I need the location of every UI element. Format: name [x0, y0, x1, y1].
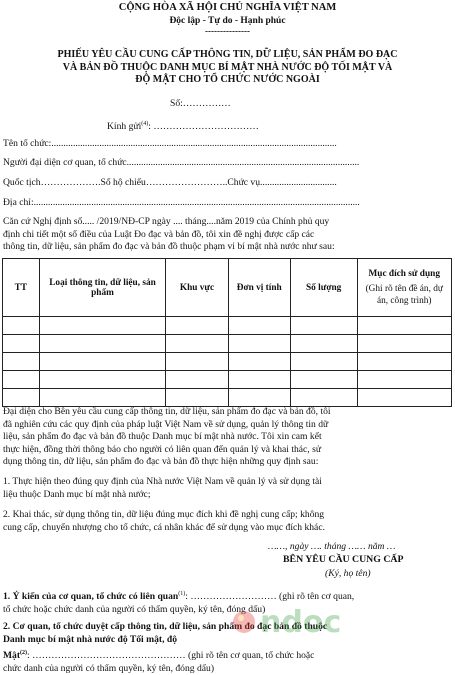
basis-line-3: thông tin, dữ liệu, sản phẩm đo đạc và bản đồ thuộc phạm vi bí mật nhà nước như sau: — [3, 241, 335, 252]
table-row — [3, 371, 452, 389]
request-table — [2, 258, 452, 407]
header-tt: TT — [3, 259, 40, 317]
opinion-1-lead: 1. Ý kiến của cơ quan, tổ chức có liên quan — [3, 591, 179, 603]
rule-1 — [3, 475, 322, 501]
purpose-label: Mục đích sử dụng — [368, 268, 440, 279]
opinion-2-rest: : ………………………………………… (ghi rõ tên cơ quan, tổ chức hoặc — [27, 649, 315, 661]
document-number: Số:…………… — [170, 98, 231, 109]
commitment-line-2: đã nghiên cứu các quy định của pháp luật Việt Nam về sử dụng, quản lý thông tin dữ — [3, 418, 329, 430]
purpose-note: (Ghi rõ tên đề án, dự án, công trình) — [365, 283, 443, 306]
signature-date: ……, ngày …. tháng …… năm … — [268, 541, 396, 552]
header-purpose — [357, 259, 452, 317]
watermark-text: ndoc — [260, 605, 342, 640]
commitment-line-4: thực hiện, đồng thời thông báo cho người có liên quan đến quản lý và khai thác, sử — [3, 443, 322, 455]
table-row — [3, 317, 452, 335]
opinion-2-footnote: (2) — [20, 649, 28, 656]
header-unit: Đơn vị tính — [228, 259, 290, 317]
addressee-dots: : …………………………… — [148, 121, 259, 133]
commitment-line-5: dụng thông tin, dữ liệu, sản phẩm đo đạc và bản đồ thực hiện những quy định sau: — [3, 456, 319, 468]
title-line-2: VÀ BẢN ĐỒ THUỘC DANH MỤC BÍ MẬT NHÀ NƯỚC ĐỘ TỐI MẬT VÀ — [62, 61, 393, 73]
field-nationality: Quốc tịch……………….Số hộ chiếu……………………..Chức vụ................................ — [3, 177, 337, 188]
rule-2-line-2: cung cấp, chuyển nhượng cho tổ chức, cá nhân khác để sử dụng vào mục đích khác. — [3, 522, 325, 533]
national-title: CỘNG HÒA XÃ HỘI CHỦ NGHĨA VIỆT NAM — [118, 2, 337, 13]
opinion-2-lead: Mật — [3, 649, 21, 661]
addressee-label: Kính gửi — [107, 121, 142, 133]
table-row — [3, 389, 452, 407]
opinion-2-line-2: Danh mục bí mật nhà nước độ Tối mật, độ — [3, 633, 178, 645]
commitment — [3, 406, 331, 469]
table-row — [3, 335, 452, 353]
header-area: Khu vực — [166, 259, 228, 317]
opinion-2-line-3 — [3, 647, 327, 663]
table-row — [3, 353, 452, 371]
basis-line-1: Căn cứ Nghị định số..... /2019/NĐ-CP ngày .... tháng....năm 2019 của Chính phủ quy — [3, 216, 330, 227]
opinion-2-line-4: chức danh của người có thẩm quyền, ký tên, đóng dấu) — [3, 662, 215, 674]
opinion-1-footnote: (1) — [178, 591, 186, 597]
header-item: Loại thông tin, dữ liệu, sản phẩm — [39, 259, 166, 317]
signature-party: BÊN YÊU CẦU CUNG CẤP — [283, 554, 404, 565]
rule-1-line-2: liệu thuộc Danh mục bí mật nhà nước; — [3, 489, 151, 500]
commitment-line-3: liệu, sản phẩm đo đạc và bản đồ thuộc Danh mục bí mật nhà nước. Tôi xin cam kết — [3, 431, 322, 443]
addressee — [107, 119, 259, 133]
commitment-line-1: Đại diện cho Bên yêu cầu cung cấp thông tin, dữ liệu, sản phẩm đo đạc và bản đồ, tôi — [3, 406, 331, 417]
rule-2-line-1: 2. Khai thác, sử dụng thông tin, dữ liệu đúng mục đích khi đề nghị cung cấp; không — [3, 509, 325, 520]
opinion-1-line-2: tổ chức hoặc chức danh của người có thẩm quyền, ký tên, đóng dấu) — [3, 603, 266, 615]
basis-line-2: định chi tiết một số điều của Luật Đo đạc và bản đồ, tôi xin đề nghị được cấp các — [3, 228, 315, 240]
signature-note: (Ký, họ tên) — [325, 568, 371, 579]
document-title — [0, 49, 455, 87]
watermark-logo — [230, 600, 400, 642]
table-header-row — [3, 259, 452, 317]
national-motto: Độc lập - Tự do - Hạnh phúc — [169, 16, 286, 26]
opinion-1-rest: : ……………………… (ghi rõ tên cơ quan, — [185, 591, 355, 603]
opinion-2-line-1: 2. Cơ quan, tổ chức duyệt cấp thông tin, dữ liệu, sản phẩm đo đạc bản đồ thuộc — [3, 621, 328, 632]
field-representative: Người đại diện cơ quan, tổ chức................................................................................................. — [3, 157, 360, 168]
title-line-1: PHIẾU YÊU CẦU CUNG CẤP THÔNG TIN, DỮ LIỆU, SẢN PHẨM ĐO ĐẠC — [57, 49, 398, 60]
rule-1-line-1: 1. Thực hiện theo đúng quy định của Nhà nước Việt Nam về quản lý và sử dụng tài — [3, 476, 322, 487]
title-line-3: ĐỘ MẬT CHO TỔ CHỨC NƯỚC NGOÀI — [135, 74, 320, 85]
addressee-footnote: (4) — [141, 121, 149, 127]
rule-2 — [3, 508, 325, 534]
field-address: Địa chỉ:........................................................................................................................................ — [3, 197, 360, 208]
legal-basis — [3, 216, 335, 254]
header-quantity: Số lượng — [290, 259, 357, 317]
field-organization: Tên tổ chức:....................................................................................................................... — [3, 138, 337, 149]
header-rule: --------------- — [205, 26, 250, 36]
